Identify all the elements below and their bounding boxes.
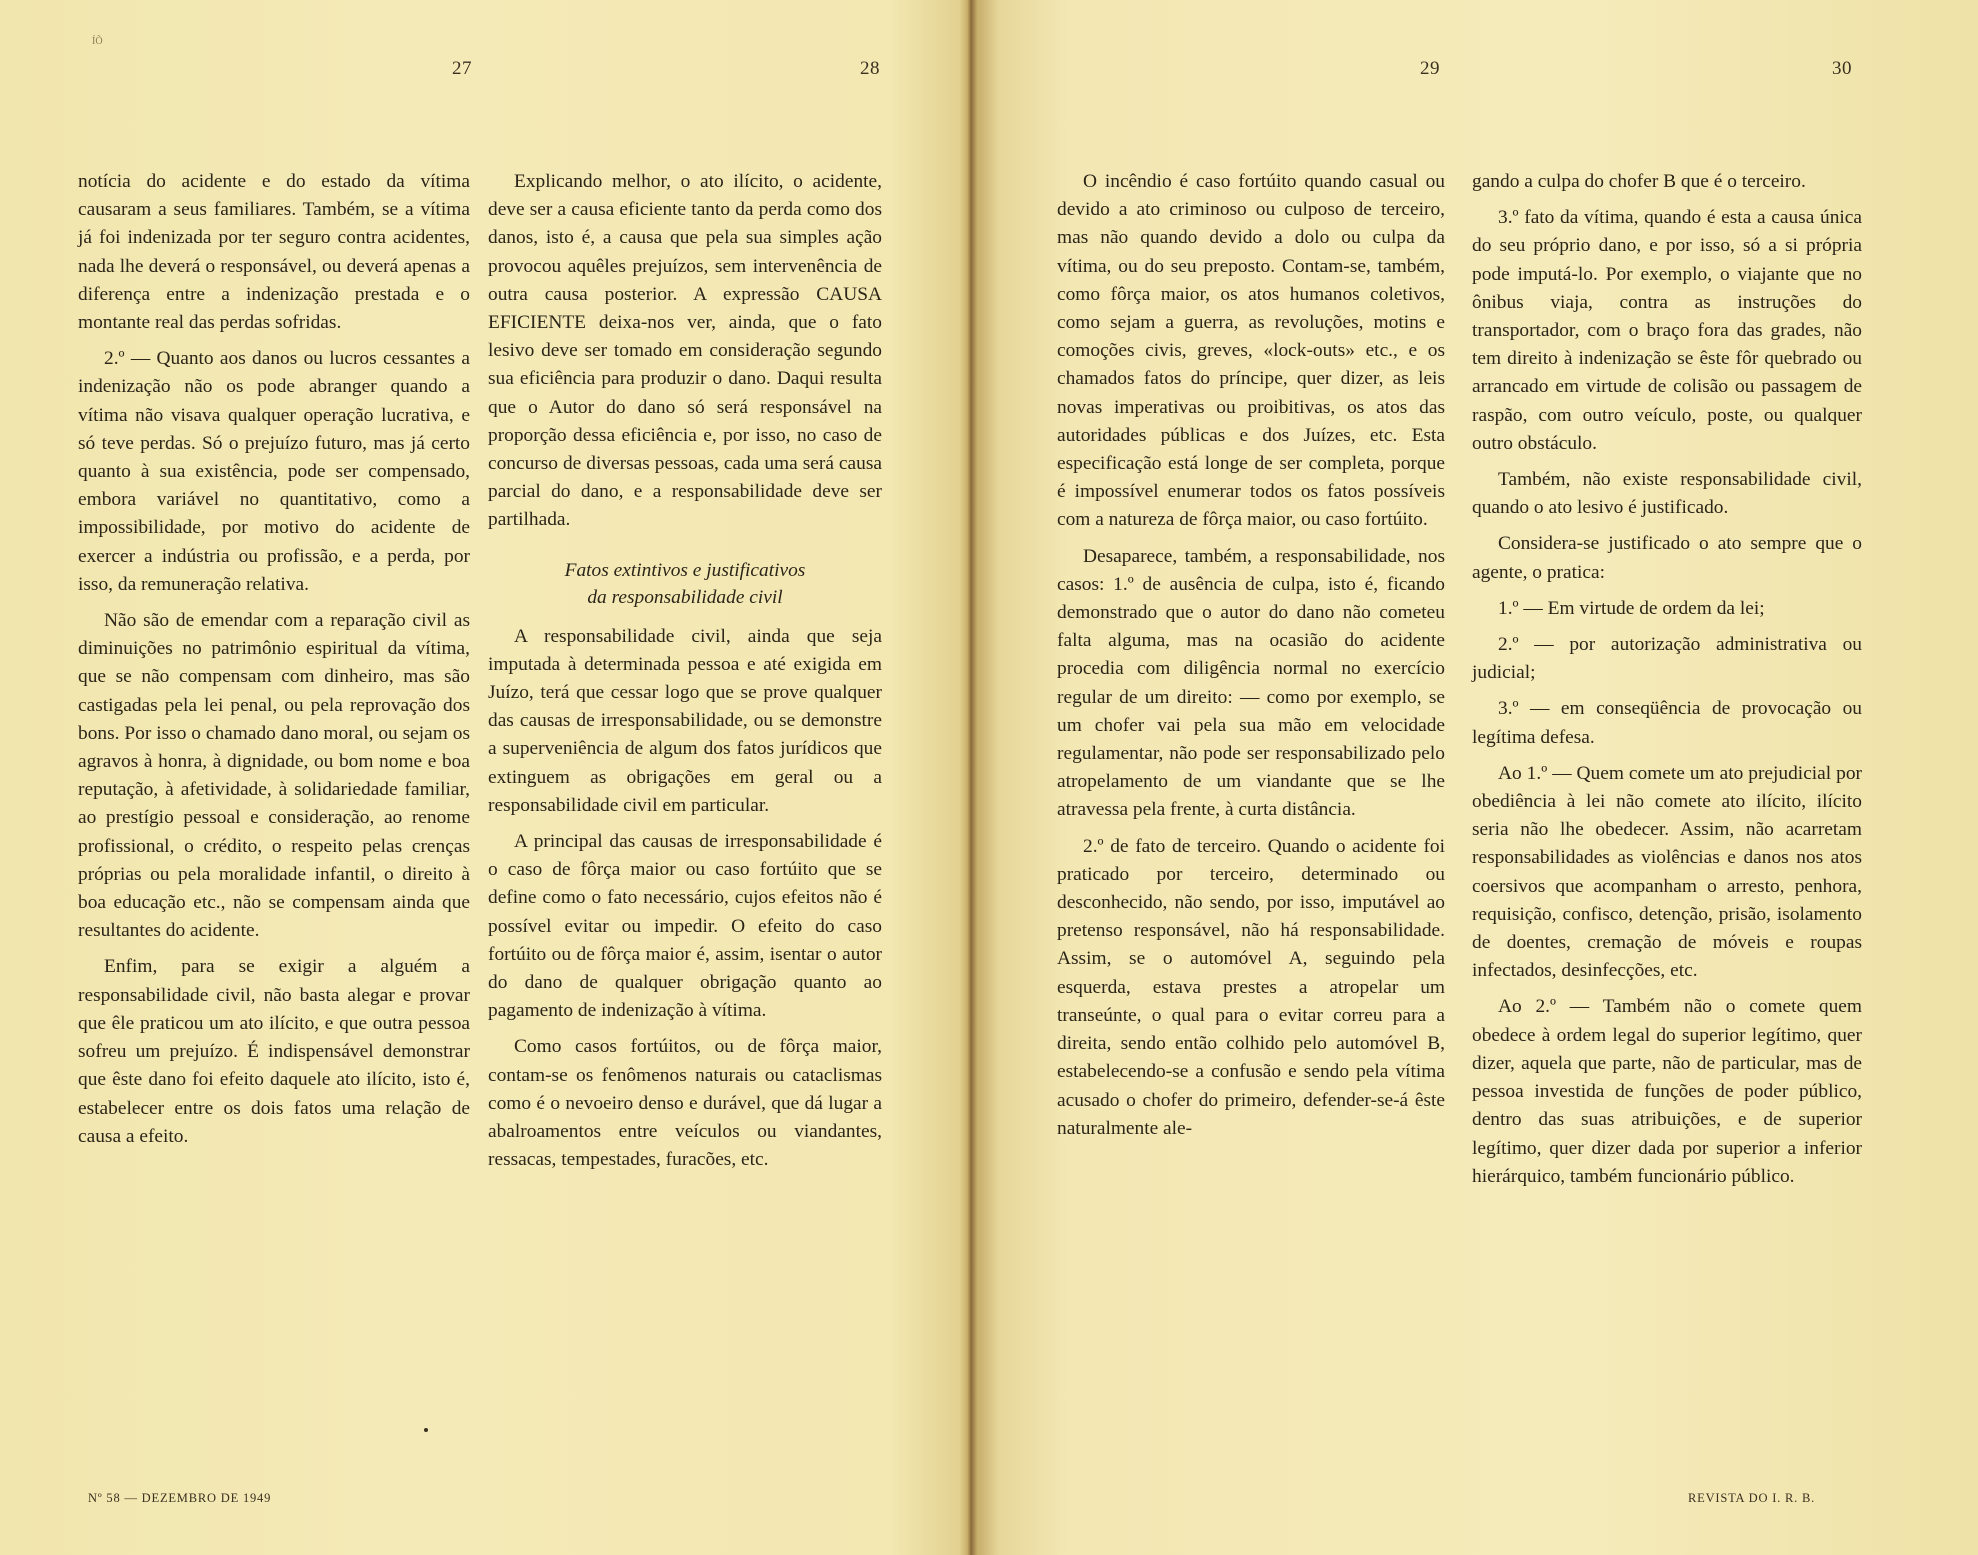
paragraph: 2.º — Quanto aos danos ou lucros cessantes a indenização não os pode abranger quando a vítima não visava qualquer operação lucrativa, e só teve perdas. Só o prejuízo futuro, mas já certo quanto à sua existência, pode ser compensado, embora variável no quantitativo, como a impossibilidade, por motivo do acidente de exercer a indústria ou profissão, e a perda, por isso, da remuneração relativa. [78,348,470,595]
paragraph: Não são de emendar com a reparação civil as diminuições no patrimônio espiritual da vítima, que se não compensam com dinheiro, mas são castigadas pela lei penal, ou pela reprovação dos bons. Por isso o chamado dano moral, ou sejam os agravos à honra, à dignidade, ou bom nome e boa reputação, à afetividade, à solidariedade familiar, ao prestígio pessoal e consideração, ao renome profissional, o crédito, o respeito pelas crenças próprias ou pela moralidade infantil, o direito à boa educação etc., não se compensam ainda que resultantes do acidente. [78,610,470,942]
column-page-29 [1057,168,1445,1151]
list-item: 3.º — em conseqüência de provocação ou legítima defesa. [1472,698,1862,748]
page-number-30: 30 [1832,58,1852,79]
paragraph: A responsabilidade civil, ainda que seja imputada à determinada pessoa e até exigida em Juízo, terá que cessar logo que se prove qualquer das causas de irresponsabilidade, ou se demonstre a superveniência de algum dos fatos jurídicos que extinguem as obrigações em geral ou a responsabilidade civil em particular. [488,625,882,816]
section-heading-line-2: da responsabilidade civil [587,586,783,608]
paragraph: Também, não existe responsabilidade civil, quando o ato lesivo é justificado. [1472,469,1862,519]
paragraph: 2.º de fato de terceiro. Quando o acidente foi praticado por terceiro, determinado ou desconhecido, não sendo, por isso, imputável ao pretenso responsável, não há responsabilidade. Assim, se o automóvel A, seguindo pela esquerda, estava prestes a atropelar um transeúnte, o qual para o evitar correu para a direita, sendo então colhido pelo automóvel B, estabelecendo-se a confusão e sendo pela vítima acusado o chofer do primeiro, defender-se-á êste naturalmente ale- [1057,835,1445,1139]
list-item: 2.º — por autorização administrativa ou judicial; [1472,634,1862,684]
footer-left: Nº 58 — DEZEMBRO DE 1949 [88,1491,272,1505]
section-heading [488,557,882,611]
paragraph: Considera-se justificado o ato sempre que o agente, o pratica: [1472,533,1862,583]
list-item: 1.º — Em virtude de ordem da lei; [1498,597,1765,619]
paragraph: Como casos fortúitos, ou de fôrça maior, contam-se os fenômenos naturais ou cataclismas como é o nevoeiro denso e durável, que dá lugar a abalroamentos entre veículos ou viandantes, ressacas, tempestades, furacões, etc. [488,1036,882,1171]
paragraph: O incêndio é caso fortúito quando casual ou devido a ato criminoso ou culposo de terceiro, mas não quando devido a dolo ou culpa da vítima, ou do seu preposto. Contam-se, também, como fôrça maior, os atos humanos coletivos, como sejam a guerra, as revoluções, motins e comoções civis, greves, «lock-outs» etc., e os chamados fatos do príncipe, quer dizer, as leis novas imperativas ou proibitivas, os atos das autoridades públicas e dos Juízes, etc. Esta especificação está longe de ser completa, porque é impossível enumerar todos os fatos possíveis com a natureza de fôrça maior, ou caso fortúito. [1057,171,1445,531]
corner-mark: ÍÕ [92,36,103,47]
paragraph: Enfim, para se exigir a alguém a responsabilidade civil, não basta alegar e provar que êle praticou um ato ilícito, e que outra pessoa sofreu um prejuízo. É indispensável demonstrar que êste dano foi efeito daquele ato ilícito, isto é, estabelecer entre os dois fatos uma relação de causa a efeito. [78,956,470,1147]
page-number-29: 29 [1420,58,1440,79]
footer-right: REVISTA DO I. R. B. [1688,1491,1816,1505]
paragraph: Ao 2.º — Também não o comete quem obedece à ordem legal do superior legítimo, quer dizer, aquela que parte, não de particular, mas de pessoa investida de funções de poder público, dentro das suas atribuições, e de superior legítimo, quer dizer dada por superior a inferior hierárquico, também funcionário público. [1472,996,1862,1187]
paragraph: Ao 1.º — Quem comete um ato prejudicial por obediência à lei não comete ato ilícito, ilícito seria não lhe obedecer. Assim, não acarretam responsabilidades as violências e danos nos atos coersivos que acompanham o arresto, penhora, requisição, confisco, detenção, prisão, isolamento de doentes, cremação de móveis e roupas infectados, desinfecções, etc. [1472,762,1862,982]
page-number-27: 27 [452,58,472,79]
section-heading-line-1: Fatos extintivos e justificativos [564,559,806,581]
paragraph: 3.º fato da vítima, quando é esta a causa única do seu próprio dano, e por isso, só a si própria pode imputá-lo. Por exemplo, o viajante que no ônibus viaja, contra as instruções do transportador, com o braço fora das grades, não tem direito à indenização se êste fôr quebrado ou arrancado em virtude de colisão ou passagem de raspão, com outro veículo, poste, ou qualquer outro obstáculo. [1472,207,1862,454]
page-number-28: 28 [860,58,880,79]
column-page-27 [78,168,470,1159]
paragraph: notícia do acidente e do estado da vítima causaram a seus familiares. Também, se a vítima já foi indenizada por ter seguro contra acidentes, nada lhe deverá o responsável, ou deverá apenas a diferença entre a indenização prestada e o montante real das perdas sofridas. [78,171,470,334]
paragraph: Desaparece, também, a responsabilidade, nos casos: 1.º de ausência de culpa, isto é, ficando demonstrado que o autor do dano não cometeu falta alguma, mas na ocasião do acidente procedia com diligência normal no exercício regular de um direito: — como por exemplo, se um chofer vai pela sua mão em velocidade regulamentar, não pode ser responsabilizado pelo atropelamento de um viandante que se lhe atravessa pela frente, à curta distância. [1057,545,1445,821]
column-page-28 [488,168,882,1183]
paragraph: Explicando melhor, o ato ilícito, o acidente, deve ser a causa eficiente tanto da perda como dos danos, isto é, a causa que pela sua simples ação provocou aquêles prejuízos, sem intervenência de outra causa posterior. A expressão CAUSA EFICIENTE deixa-nos ver, ainda, que o fato lesivo deve ser tomado em consideração segundo sua eficiência para produzir o dano. Daqui resulta que o Autor do dano só será responsável na proporção dessa eficiência e, por isso, no caso de concurso de diversas pessoas, cada uma será causa parcial do dano, e a responsabilidade deve ser partilhada. [488,171,882,531]
column-page-30 [1472,168,1862,1199]
decorative-dot [424,1428,428,1432]
paragraph: gando a culpa do chofer B que é o terceiro. [1472,171,1806,192]
paragraph: A principal das causas de irresponsabilidade é o caso de fôrça maior ou caso fortúito que se define como o fato necessário, cujos efeitos não é possível evitar ou impedir. O efeito do caso fortúito ou de fôrça maior é, assim, isentar o autor do dano de qualquer obrigação quanto ao pagamento de indenização à vítima. [488,831,882,1022]
